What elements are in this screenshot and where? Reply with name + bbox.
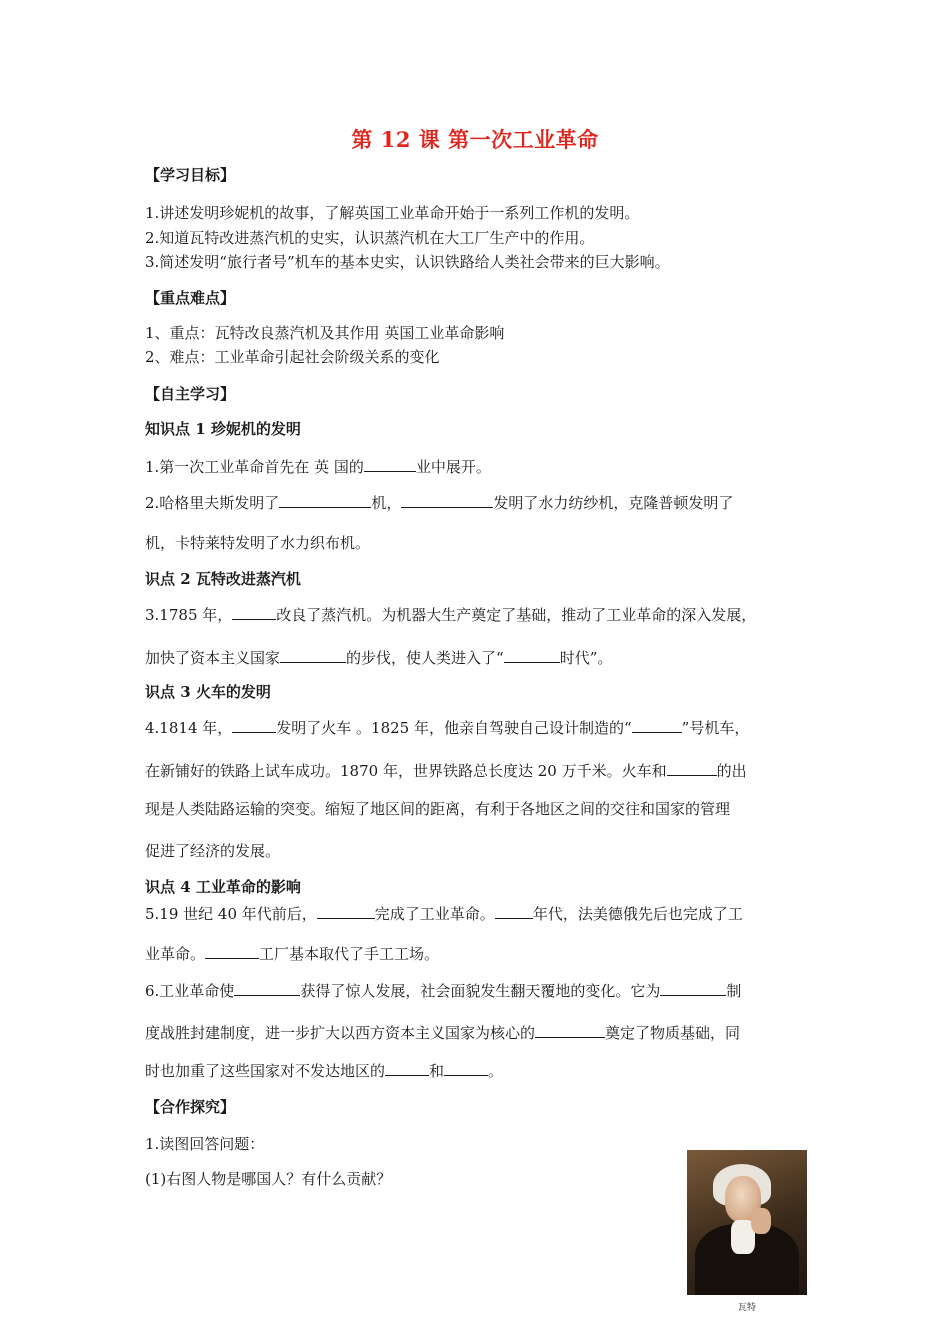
objective-1: 1.讲述发明珍妮机的故事，了解英国工业革命开始于一系列工作机的发明。 — [145, 204, 640, 222]
question-1: 1.第一次工业革命首先在 英 国的 业中展开。 — [145, 455, 491, 477]
answer-blank[interactable] — [205, 942, 259, 959]
question-3-cont: 加快了资本主义国家 的步伐，使人类进入了“ 时代”。 — [145, 646, 612, 668]
answer-blank[interactable] — [280, 646, 346, 663]
key-point-2: 2、难点：工业革命引起社会阶级关系的变化 — [145, 348, 440, 366]
answer-blank[interactable] — [504, 646, 560, 663]
answer-blank[interactable] — [234, 979, 300, 996]
answer-blank[interactable] — [317, 902, 375, 919]
question-4: 4.1814 年， 发明了火车 。1825 年，他亲自驾驶自己设计制造的“ ”号机车， — [145, 716, 749, 738]
question-6-line-3: 时也加重了这些国家对不发达地区的 和 。 — [145, 1059, 503, 1081]
knowledge-4-heading: 识点 4 工业革命的影响 — [145, 878, 301, 896]
lesson-title: 第 12 课 第一次工业革命 — [351, 127, 599, 152]
answer-blank[interactable] — [495, 902, 533, 919]
question-4-line-4: 促进了经济的发展。 — [145, 842, 281, 860]
key-point-1: 1、重点：瓦特改良蒸汽机及其作用 英国工业革命影响 — [145, 324, 505, 342]
question-3: 3.1785 年， 改良了蒸汽机。为机器大生产奠定了基础，推动了工业革命的深入发展， — [145, 603, 756, 625]
question-4-line-2: 在新铺好的铁路上试车成功。1870 年，世界铁路总长度达 20 万千米。火车和 的出 — [145, 759, 747, 781]
question-6: 6.工业革命使 获得了惊人发展，社会面貌发生翻天覆地的变化。它为 制 — [145, 979, 741, 1001]
coop-question-1-1: (1)右图人物是哪国人？有什么贡献？ — [145, 1170, 392, 1188]
answer-blank[interactable] — [535, 1021, 605, 1038]
knowledge-2-heading: 识点 2 瓦特改进蒸汽机 — [145, 570, 301, 588]
answer-blank[interactable] — [279, 491, 371, 508]
answer-blank[interactable] — [385, 1059, 429, 1076]
answer-blank[interactable] — [364, 455, 416, 472]
portrait-caption: 瓦特 — [737, 1303, 756, 1313]
section-key-points: 【重点难点】 — [145, 289, 236, 307]
answer-blank[interactable] — [660, 979, 726, 996]
objective-2: 2.知道瓦特改进蒸汽机的史实，认识蒸汽机在大工厂生产中的作用。 — [145, 229, 595, 247]
objective-3: 3.简述发明“旅行者号”机车的基本史实，认识铁路给人类社会带来的巨大影响。 — [145, 253, 670, 271]
section-self-study: 【自主学习】 — [145, 385, 236, 403]
answer-blank[interactable] — [632, 716, 682, 733]
coop-question-1: 1.读图回答问题： — [145, 1135, 265, 1153]
watt-portrait-image — [687, 1150, 807, 1295]
answer-blank[interactable] — [232, 603, 276, 620]
portrait-hand — [751, 1208, 771, 1234]
section-cooperation: 【合作探究】 — [145, 1098, 236, 1116]
answer-blank[interactable] — [232, 716, 276, 733]
answer-blank[interactable] — [444, 1059, 488, 1076]
question-2: 2.哈格里夫斯发明了 机， 发明了水力纺纱机，克隆普顿发明了 — [145, 491, 733, 513]
answer-blank[interactable] — [667, 759, 717, 776]
question-5-cont: 业革命。 工厂基本取代了手工工场。 — [145, 942, 439, 964]
answer-blank[interactable] — [401, 491, 493, 508]
question-2-cont: 机，卡特莱特发明了水力织布机。 — [145, 534, 371, 552]
section-objectives: 【学习目标】 — [145, 166, 236, 184]
question-5: 5.19 世纪 40 年代前后， 完成了工业革命。 年代，法美德俄先后也完成了工 — [145, 902, 743, 924]
question-6-line-2: 度战胜封建制度，进一步扩大以西方资本主义国家为核心的 奠定了物质基础，同 — [145, 1021, 740, 1043]
question-4-line-3: 现是人类陆路运输的突变。缩短了地区间的距离，有利于各地区之间的交往和国家的管理 — [145, 800, 731, 818]
knowledge-1-heading: 知识点 1 珍妮机的发明 — [145, 420, 301, 438]
knowledge-3-heading: 识点 3 火车的发明 — [145, 683, 271, 701]
